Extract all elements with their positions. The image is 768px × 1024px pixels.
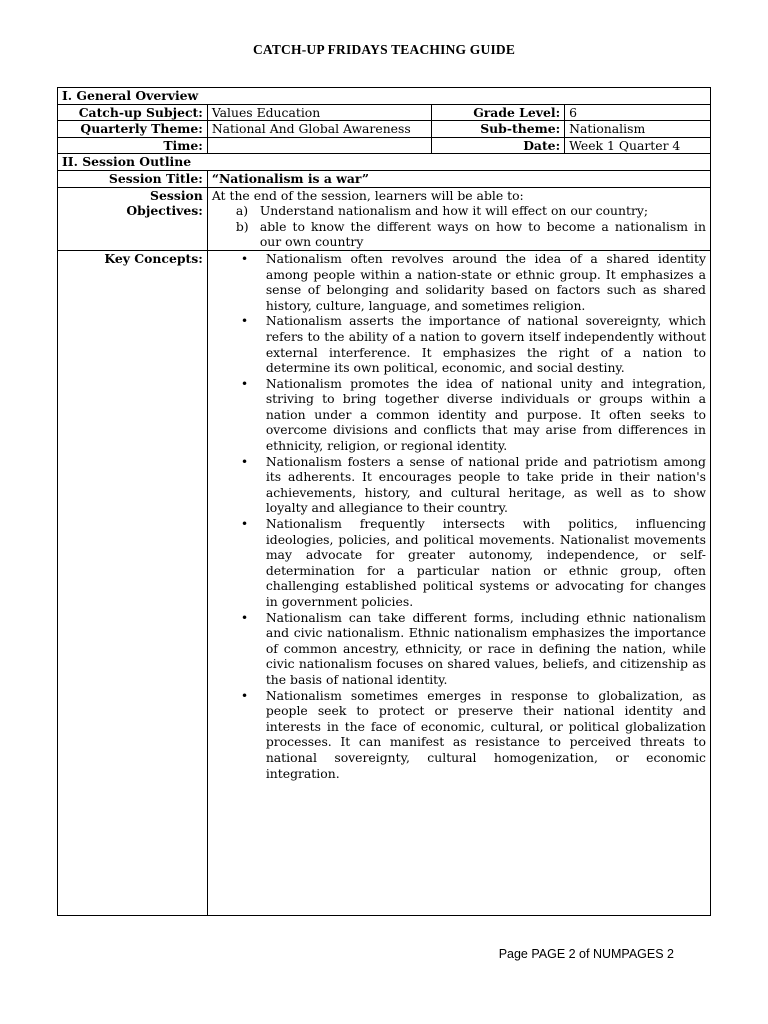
time-label: Time:: [58, 137, 208, 154]
session-title-label: Session Title:: [58, 170, 208, 187]
time-date-row: [58, 137, 711, 154]
session-title-value: “Nationalism is a war”: [207, 170, 710, 187]
key-concept-item: • Nationalism sometimes emerges in response to globalization, as people seek to protect or preserve their national identity and interests in the face of economic, cultural, or political globalization processes. It can manifest as resistance to perceived threats to national sovereignty, cultural homogenization, or economic integration.: [266, 688, 706, 782]
teaching-guide-table: [57, 87, 711, 916]
subject-row: [58, 104, 711, 121]
document-title: CATCH-UP FRIDAYS TEACHING GUIDE: [252, 42, 516, 57]
key-concepts-label: Key Concepts:: [58, 250, 208, 915]
sub-theme-label: Sub-theme:: [432, 121, 565, 138]
grade-level-label: Grade Level:: [432, 104, 565, 121]
theme-row: [58, 121, 711, 138]
objectives-list: [212, 203, 706, 250]
session-objectives-label-line2: Objectives:: [126, 203, 203, 219]
key-concepts-list: [212, 251, 706, 781]
key-concept-item: • Nationalism asserts the importance of national sovereignty, which refers to the ability of a nation to govern itself independently without external interference. It emphasizes the right of a nation to determine its own political, economic, and social destiny.: [266, 313, 706, 375]
key-concept-item: • Nationalism often revolves around the idea of a shared identity among people within a nation-state or ethnic group. It emphasizes a sense of belonging and solidarity based on factors such as shared history, culture, language, and sometimes religion.: [266, 251, 706, 313]
objective-marker: a): [235, 203, 249, 219]
key-concepts-content: [207, 250, 710, 915]
quarterly-theme-value: National And Global Awareness: [207, 121, 432, 138]
session-outline-row: [58, 154, 711, 171]
session-objectives-row: [58, 187, 711, 250]
key-concept-item: • Nationalism promotes the idea of national unity and integration, striving to bring together diverse individuals or groups within a nation under a common identity and purpose. It often seeks to overcome divisions and conflicts that may arise from differences in ethnicity, religion, or regional identity.: [266, 376, 706, 454]
session-outline-heading: II. Session Outline: [58, 154, 711, 171]
time-value: [207, 137, 432, 154]
objectives-intro: At the end of the session, learners will be able to:: [211, 187, 524, 203]
general-overview-row: [58, 88, 711, 105]
catch-up-subject-value: Values Education: [207, 104, 432, 121]
objective-marker: b): [235, 218, 249, 234]
sub-theme-value: Nationalism: [565, 121, 711, 138]
catch-up-subject-label: Catch-up Subject:: [58, 104, 208, 121]
general-overview-heading: I. General Overview: [58, 88, 711, 105]
objective-item: [235, 203, 706, 219]
session-objectives-label: [58, 187, 208, 250]
session-title-row: [58, 170, 711, 187]
objective-text: Understand nationalism and how it will effect on our country;: [259, 203, 649, 219]
key-concept-item: • Nationalism fosters a sense of national pride and patriotism among its adherents. It encourages people to take pride in their nation's achievements, history, and cultural heritage, as well as to show loyalty and allegiance to their country.: [266, 454, 706, 516]
objective-text: able to know the different ways on how to become a nationalism in our own country: [259, 218, 706, 250]
page-footer: Page PAGE 2 of NUMPAGES 2: [498, 947, 674, 961]
date-label: Date:: [432, 137, 565, 154]
objective-item: [235, 218, 706, 250]
date-value: Week 1 Quarter 4: [565, 137, 711, 154]
key-concepts-row: [58, 250, 711, 915]
key-concept-item: • Nationalism can take different forms, including ethnic nationalism and civic nationalism. Ethnic nationalism emphasizes the importance of common ancestry, ethnicity, or race in defining the nation, while civic nationalism focuses on shared values, beliefs, and citizenship as the basis of national identity.: [266, 610, 706, 688]
quarterly-theme-label: Quarterly Theme:: [58, 121, 208, 138]
session-objectives-label-line1: Session: [150, 187, 203, 203]
grade-level-value: 6: [565, 104, 711, 121]
key-concept-item: • Nationalism frequently intersects with politics, influencing ideologies, policies, and political movements. Nationalist movements may advocate for greater autonomy, independence, or self-determination for a particular nation or ethnic group, often challenging established political systems or advocating for changes in government policies.: [266, 516, 706, 610]
session-objectives-content: [207, 187, 710, 250]
